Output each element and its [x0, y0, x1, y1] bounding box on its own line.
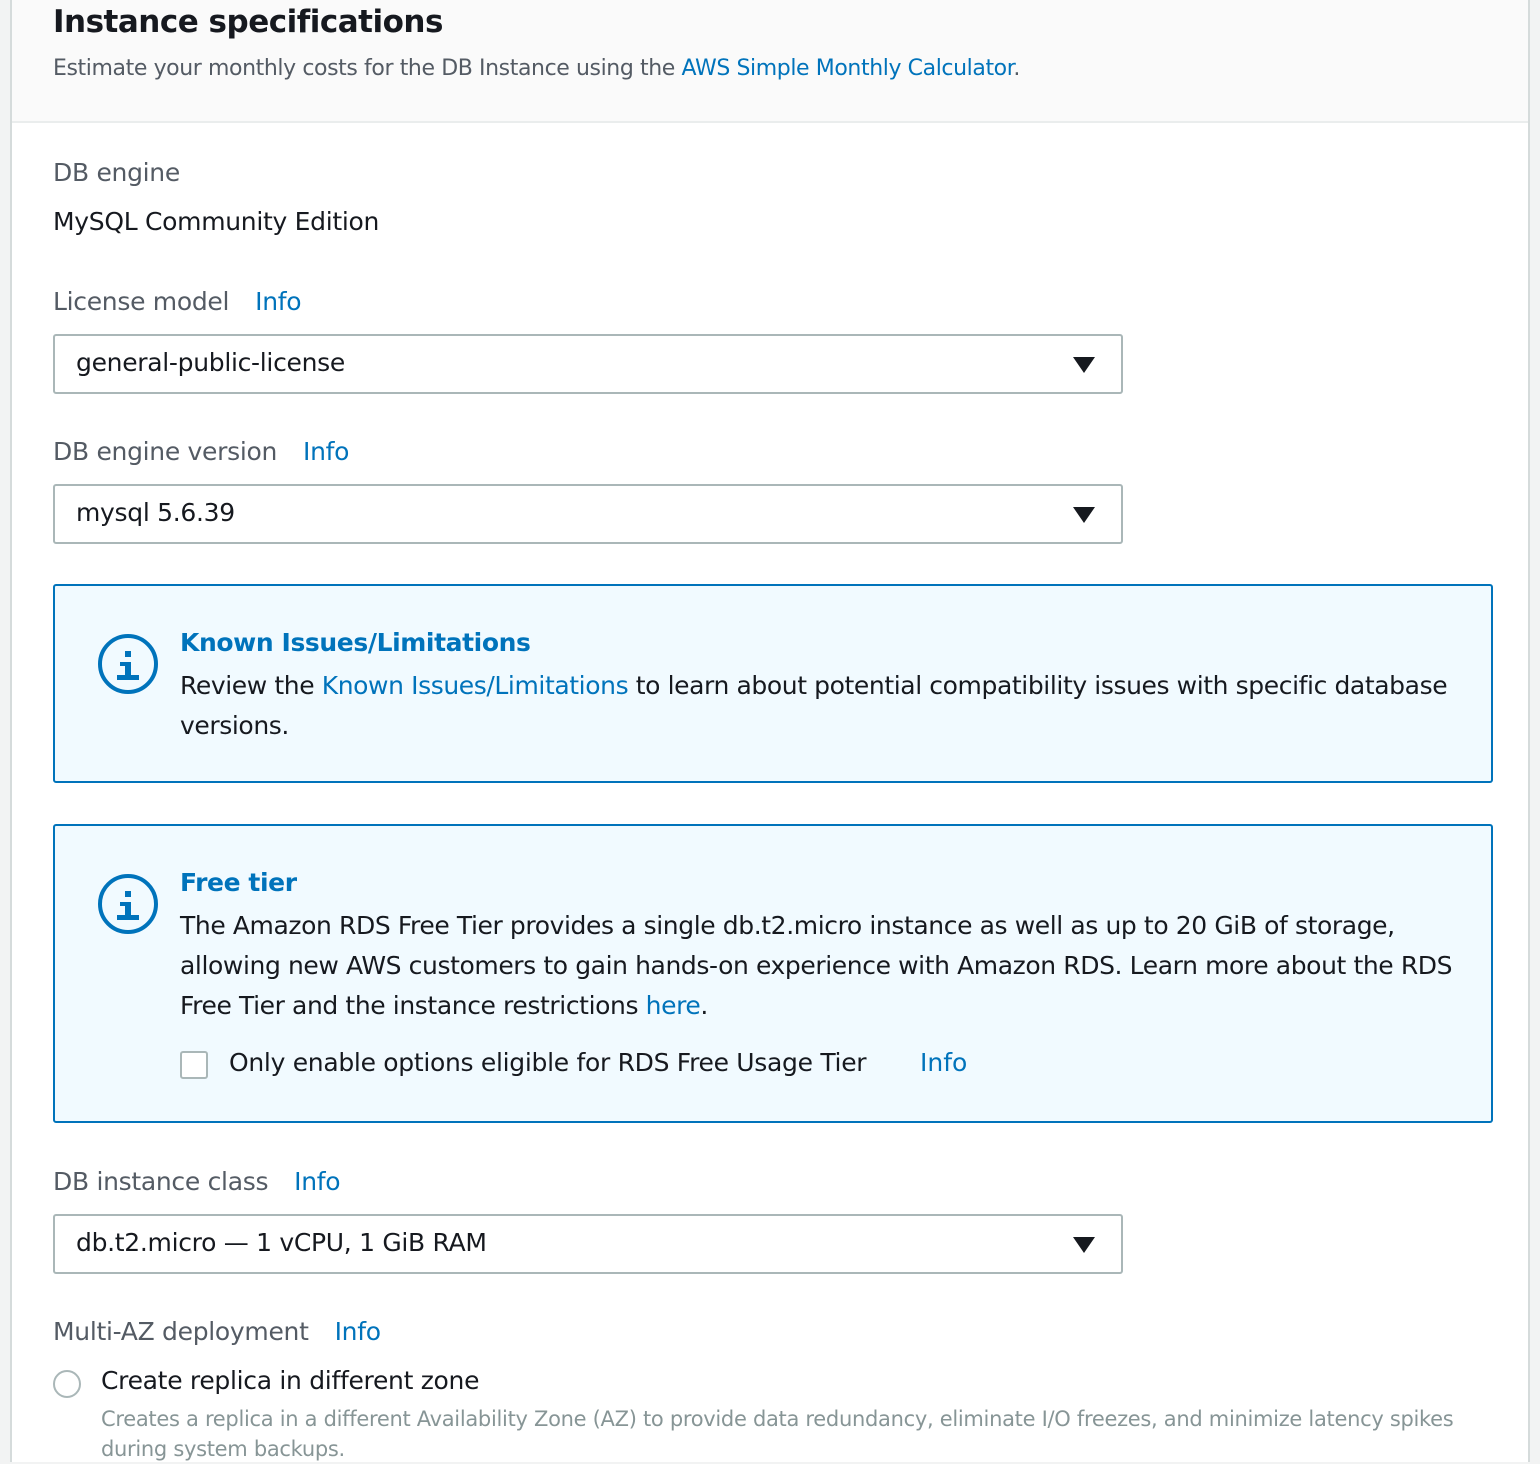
multi-az-label	[53, 1317, 381, 1346]
engine-version-select[interactable]	[53, 484, 1123, 544]
free-tier-body	[180, 906, 1470, 1026]
free-tier-body-prefix: The Amazon RDS Free Tier provides a single db.t2.micro instance as well as up to 20 GiB of storage, allowing new AWS customers to gain hands-on experience with Amazon RDS. Learn more about the RDS Free Tier and the instance restrictions	[180, 911, 1453, 1020]
engine-version-info-link[interactable]: Info	[303, 437, 350, 466]
create-replica-radio[interactable]	[53, 1370, 81, 1398]
create-replica-label[interactable]: Create replica in different zone	[101, 1366, 480, 1395]
engine-version-label	[53, 437, 349, 466]
page-subtitle	[53, 56, 1020, 81]
license-model-label-text: License model	[53, 287, 230, 316]
info-circle-icon	[98, 634, 158, 694]
engine-version-selected: mysql 5.6.39	[76, 498, 235, 527]
free-tier-info-link[interactable]: Info	[920, 1048, 968, 1077]
instance-class-selected: db.t2.micro — 1 vCPU, 1 GiB RAM	[76, 1228, 487, 1257]
info-circle-icon	[98, 874, 158, 934]
db-engine-label	[53, 158, 180, 187]
free-tier-body-suffix: .	[700, 991, 708, 1020]
known-issues-title: Known Issues/Limitations	[180, 628, 531, 657]
caret-down-icon	[1073, 507, 1095, 523]
multi-az-info-link[interactable]: Info	[334, 1317, 381, 1346]
license-model-selected: general-public-license	[76, 348, 345, 377]
license-model-select[interactable]	[53, 334, 1123, 394]
instance-specifications-panel	[10, 0, 1530, 1462]
license-model-info-link[interactable]: Info	[255, 287, 302, 316]
db-engine-value: MySQL Community Edition	[53, 207, 380, 236]
db-engine-label-text: DB engine	[53, 158, 180, 187]
engine-version-label-text: DB engine version	[53, 437, 278, 466]
license-model-label	[53, 287, 301, 316]
calculator-link[interactable]: AWS Simple Monthly Calculator	[681, 56, 1014, 81]
known-issues-body	[180, 666, 1470, 746]
free-tier-here-link[interactable]: here	[645, 991, 701, 1020]
caret-down-icon	[1073, 357, 1095, 373]
instance-class-label-text: DB instance class	[53, 1167, 269, 1196]
multi-az-label-text: Multi-AZ deployment	[53, 1317, 309, 1346]
caret-down-icon	[1073, 1237, 1095, 1253]
free-tier-checkbox-label[interactable]: Only enable options eligible for RDS Free Usage Tier	[229, 1048, 867, 1077]
page-title: Instance specifications	[53, 4, 443, 40]
free-tier-checkbox[interactable]	[180, 1051, 208, 1079]
instance-class-info-link[interactable]: Info	[294, 1167, 341, 1196]
known-issues-alert	[53, 584, 1493, 783]
known-issues-body-suffix: to learn about potential compatibility issues with specific database versions.	[180, 671, 1448, 740]
known-issues-link[interactable]: Known Issues/Limitations	[321, 671, 629, 700]
instance-class-label	[53, 1167, 340, 1196]
panel-header	[12, 0, 1528, 123]
free-tier-title: Free tier	[180, 868, 297, 897]
subtitle-suffix: .	[1013, 56, 1020, 81]
subtitle-text: Estimate your monthly costs for the DB Instance using the	[53, 56, 682, 81]
create-replica-description: Creates a replica in a different Availability Zone (AZ) to provide data redundancy, eliminate I/O freezes, and minimize latency spikes during system backups.	[101, 1407, 1454, 1461]
instance-class-select[interactable]	[53, 1214, 1123, 1274]
free-tier-alert	[53, 824, 1493, 1123]
known-issues-body-prefix: Review the	[180, 671, 322, 700]
